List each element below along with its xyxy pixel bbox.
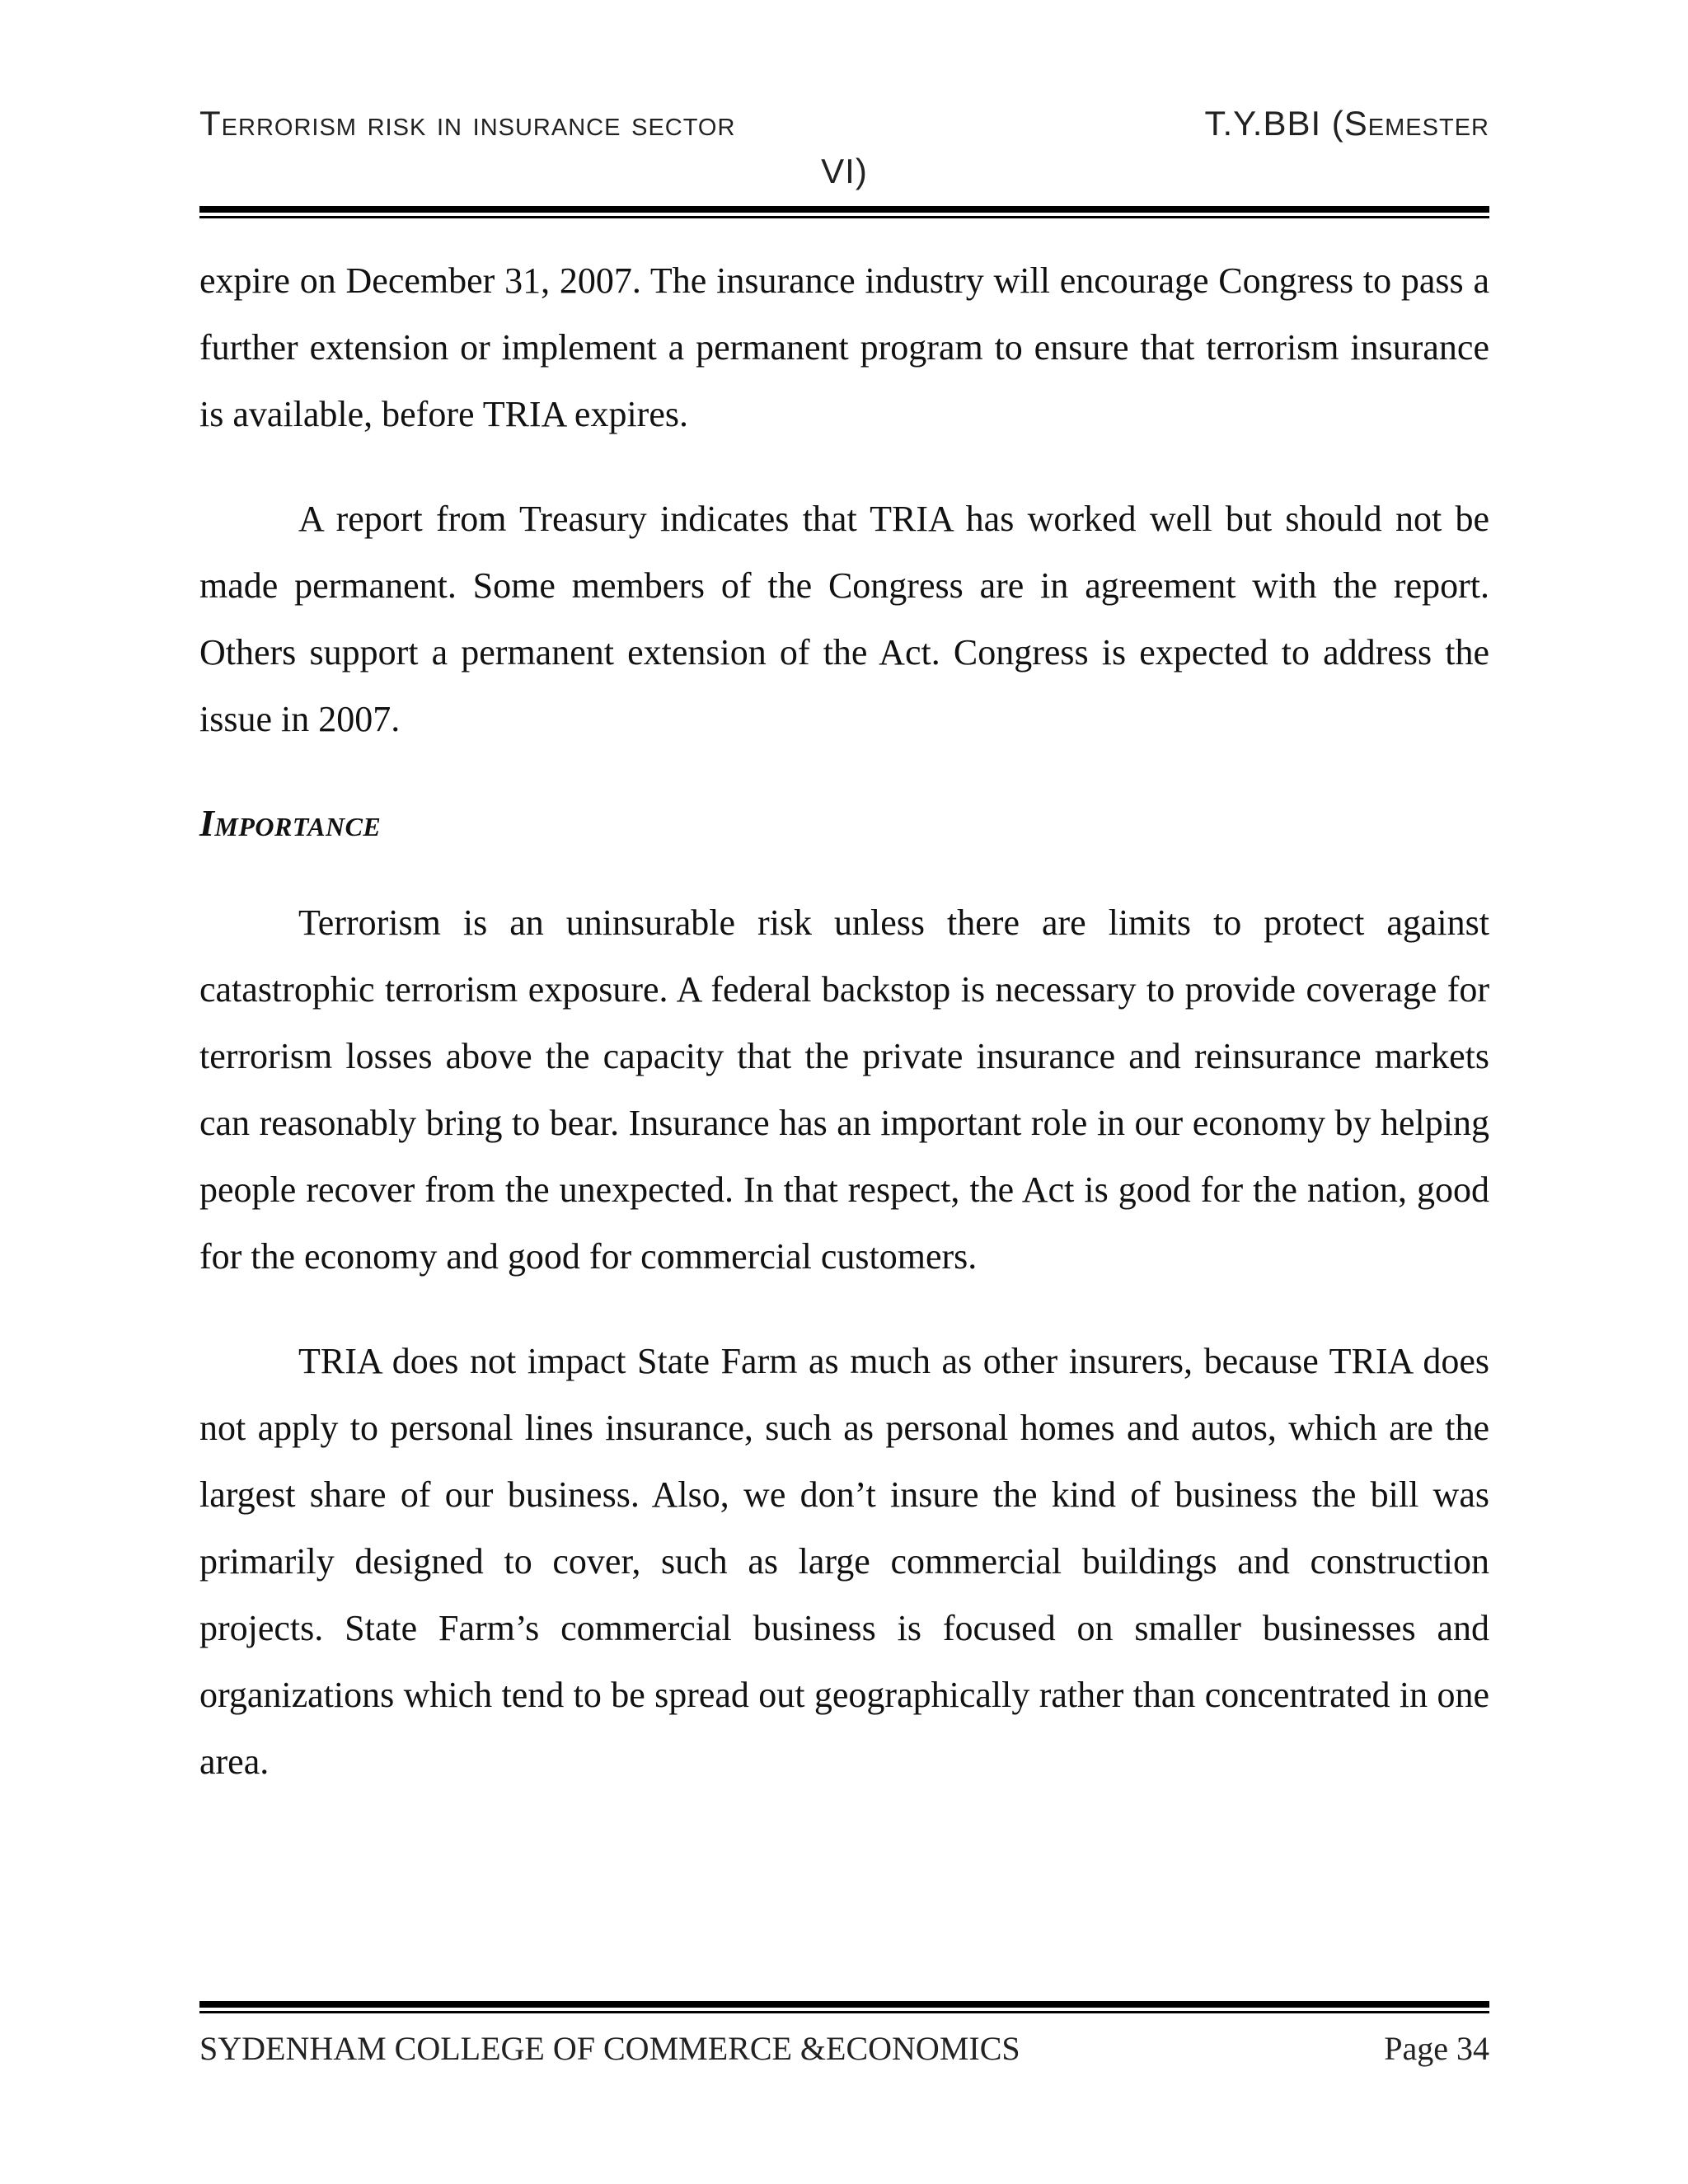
page-body bbox=[199, 247, 1489, 1833]
paragraph-treasury-report: A report from Treasury indicates that TRIA has worked well but should not be made permanent. Some members of the Congress are in agreement with the report. Others support a permanent extension of the Act. Congress is expected to address the issue in 2007. bbox=[199, 499, 1489, 739]
header-course-wrap: VI) bbox=[821, 152, 868, 190]
header-rule-thin bbox=[199, 216, 1489, 218]
paragraph-uninsurable-risk: Terrorism is an uninsurable risk unless there are limits to protect against catastrophic terrorism exposure. A federal backstop is necessary to provide coverage for terrorism losses above the capacity that the private insurance and reinsurance markets can reasonably bring to bear. Insurance has an important role in our economy by helping people recover from the unexpected. In that respect, the Act is good for the nation, good for the economy and good for commercial customers. bbox=[199, 902, 1489, 1277]
footer-rule-thin bbox=[199, 2011, 1489, 2013]
header-course: T.Y.BBI (Semester bbox=[1204, 104, 1489, 143]
section-heading-importance: Importance bbox=[199, 802, 382, 844]
paragraph-state-farm: TRIA does not impact State Farm as much as other insurers, because TRIA does not apply to personal lines insurance, such as personal homes and autos, which are the largest share of our business. Also, we don’t insure the kind of business the bill was primarily designed to cover, such as large commercial buildings and construction projects. State Farm’s commercial business is focused on smaller businesses and organizations which tend to be spread out geographically rather than concentrated in one area. bbox=[199, 1341, 1489, 1782]
header-title: Terrorism risk in insurance sector bbox=[199, 104, 736, 143]
footer-rule-thick bbox=[199, 2001, 1489, 2008]
page-header bbox=[199, 104, 1489, 203]
footer-college: SYDENHAM COLLEGE OF COMMERCE &ECONOMICS bbox=[199, 2030, 1020, 2067]
page-number: Page 34 bbox=[1384, 2030, 1489, 2067]
header-rule-thick bbox=[199, 206, 1489, 213]
paragraph-continued: expire on December 31, 2007. The insurance industry will encourage Congress to pass a further extension or implement a permanent program to ensure that terrorism insurance is available, before TRIA expires. bbox=[199, 260, 1489, 434]
